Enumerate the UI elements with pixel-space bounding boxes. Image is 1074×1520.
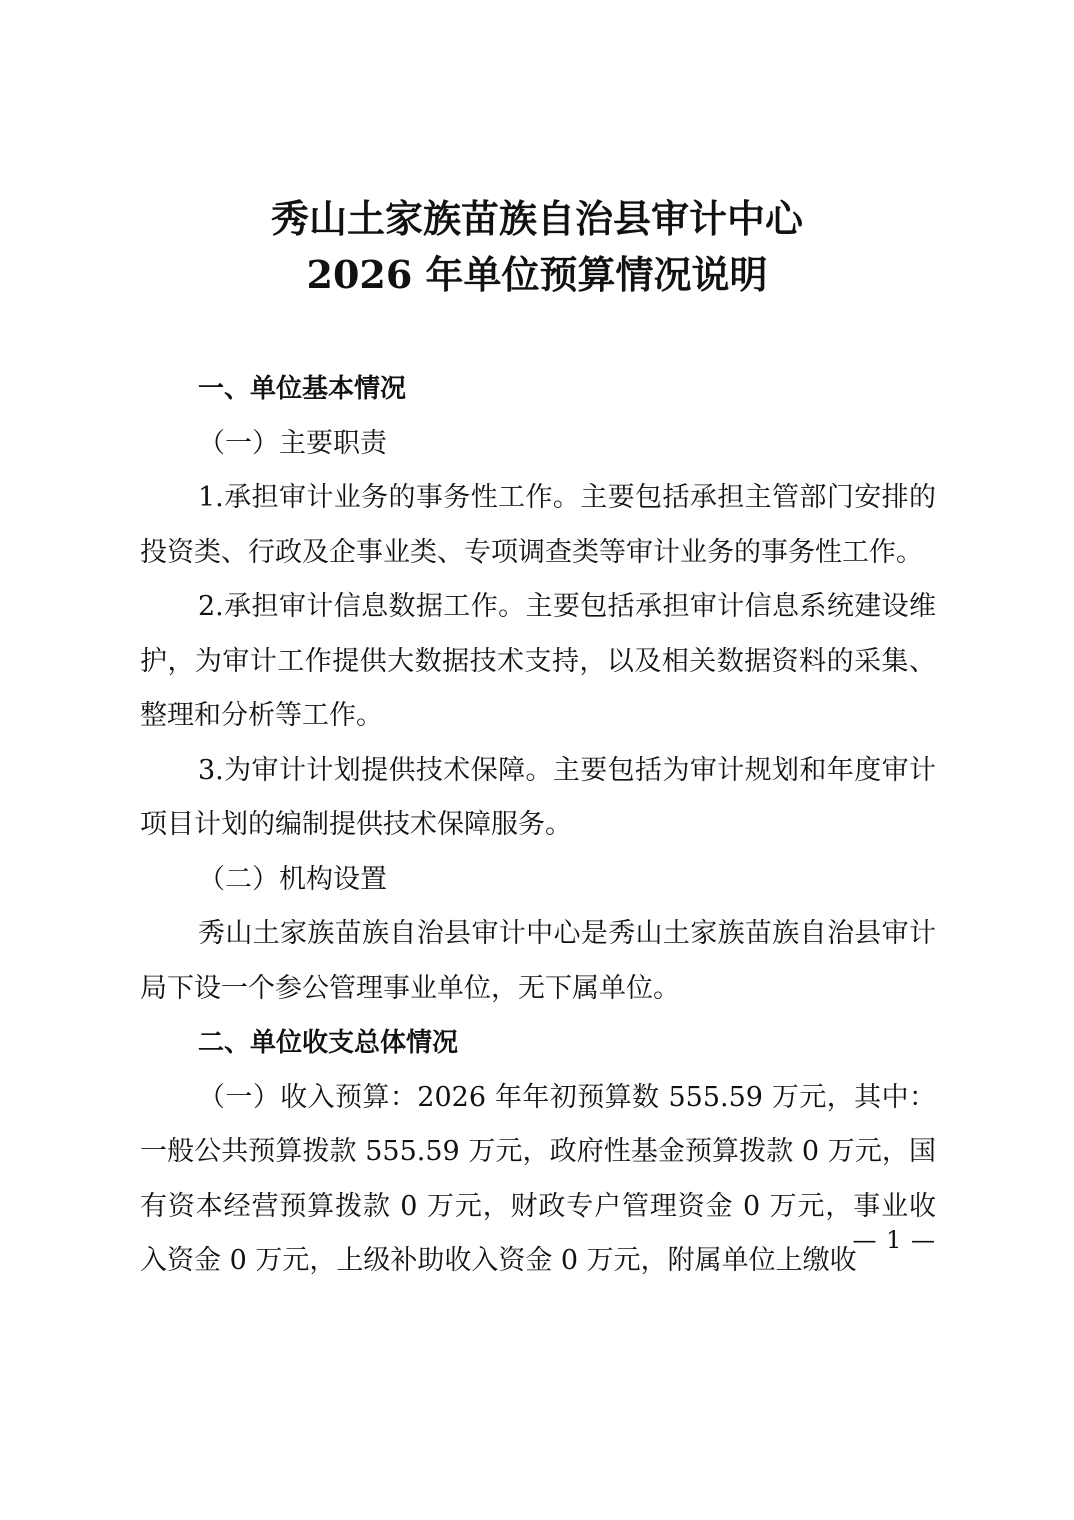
subheading-organization: （二）机构设置 — [198, 863, 387, 895]
paragraph-organization: 秀山土家族苗族自治县审计中心是秀山土家族苗族自治县审计局下设一个参公管理事业单位，无下属单位。 — [140, 918, 936, 1004]
document-title-line1: 秀山土家族苗族自治县审计中心 — [270, 196, 803, 241]
document-title-line2: 2026 年单位预算情况说明 — [306, 252, 768, 297]
section-heading-basic-info: 一、单位基本情况 — [198, 374, 407, 404]
document-body — [140, 362, 936, 1289]
page-number: — 1 — — [852, 1226, 936, 1254]
section-heading-budget-overview: 二、单位收支总体情况 — [198, 1028, 459, 1058]
subheading-main-duties: （一）主要职责 — [198, 427, 387, 459]
paragraph-duty-3: 3.为审计计划提供技术保障。主要包括为审计规划和年度审计项目计划的编制提供技术保障服务。 — [140, 754, 936, 840]
paragraph-duty-2: 2.承担审计信息数据工作。主要包括承担审计信息系统建设维护，为审计工作提供大数据技术支持，以及相关数据资料的采集、整理和分析等工作。 — [140, 591, 936, 731]
paragraph-income-budget: （一）收入预算：2026 年年初预算数 555.59 万元，其中：一般公共预算拨款 555.59 万元，政府性基金预算拨款 0 万元，国有资本经营预算拨款 0 万元，财政专户管理资金 0 万元，事业收入资金 0 万元，上级补助收入资金 0 万元，附属单位上缴收 — [140, 1081, 936, 1276]
paragraph-duty-1: 1.承担审计业务的事务性工作。主要包括承担主管部门安排的投资类、行政及企事业类、专项调查类等审计业务的事务性工作。 — [140, 482, 936, 568]
